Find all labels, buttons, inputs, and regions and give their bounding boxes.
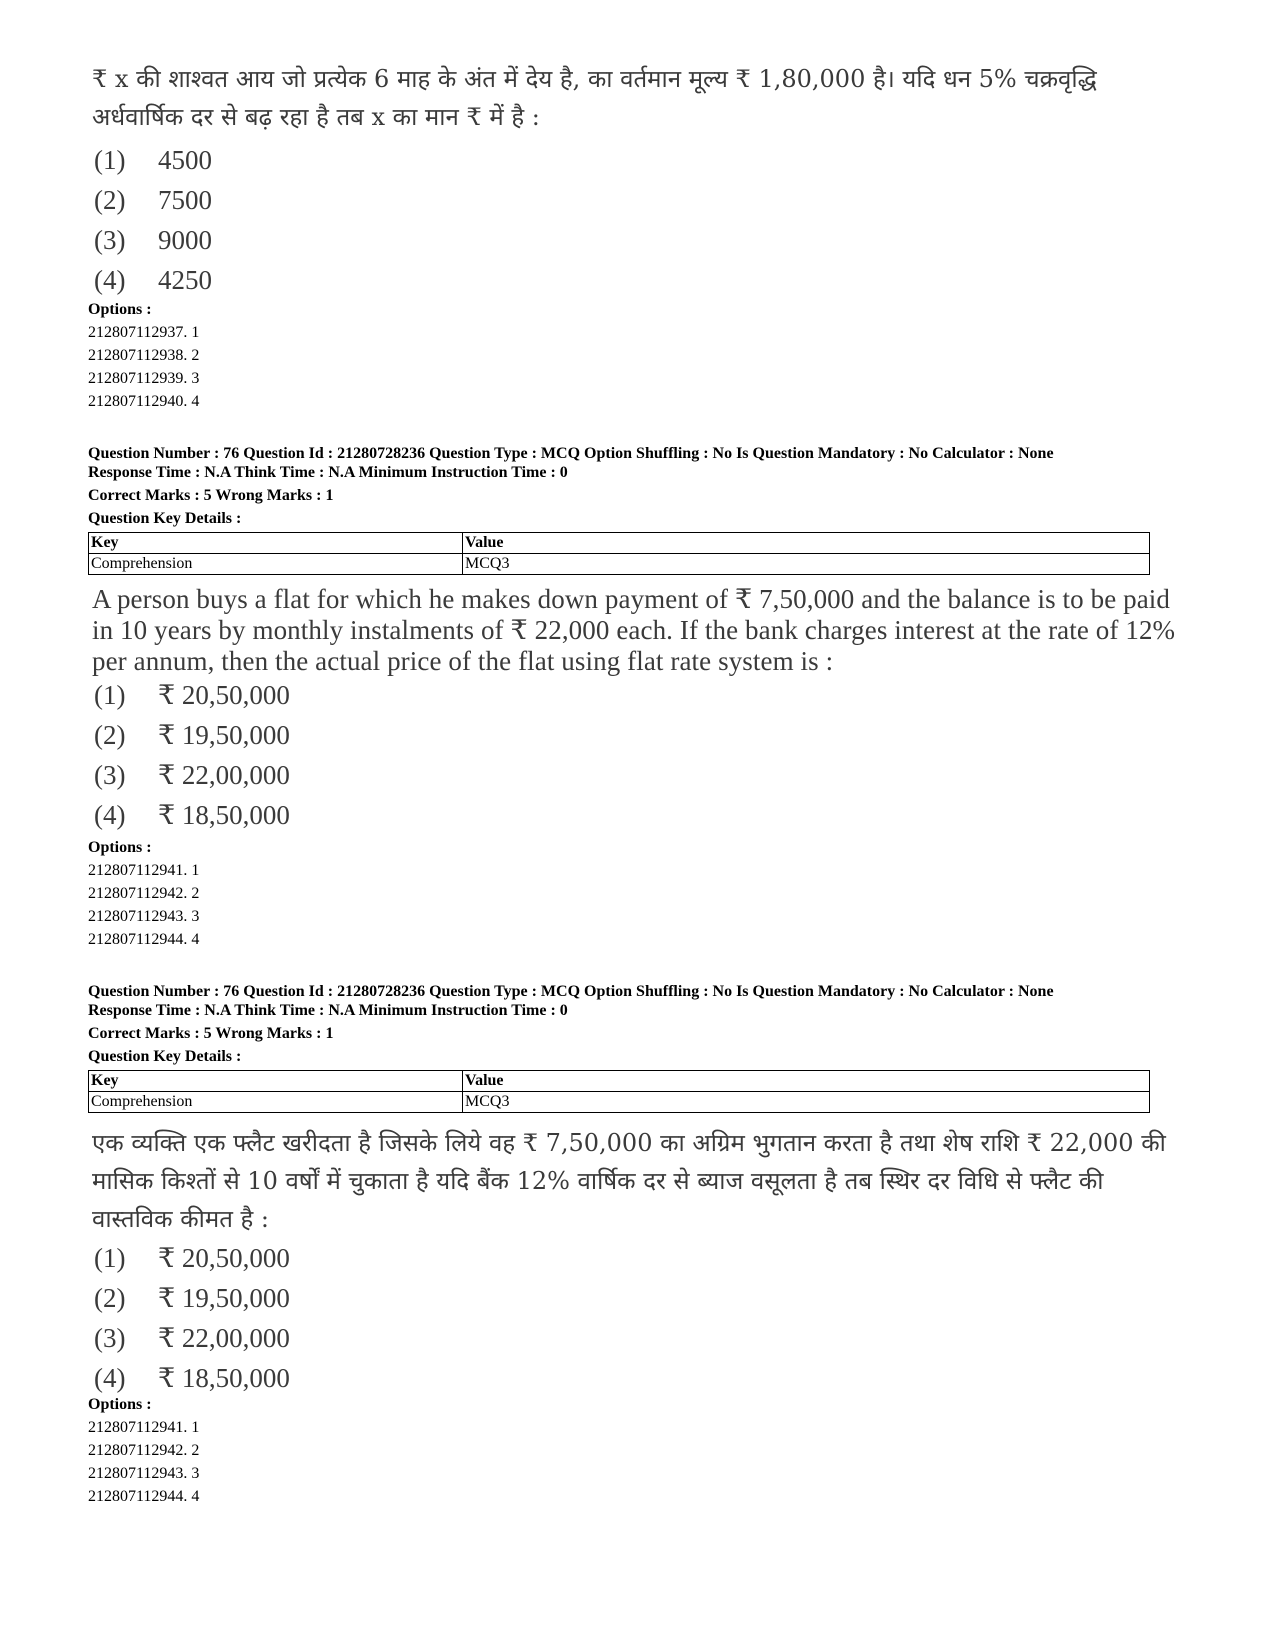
question-meta-line: Response Time : N.A Think Time : N.A Minimum Instruction Time : 0	[88, 1002, 568, 1019]
question-76-en-option-ids	[88, 836, 199, 951]
option-number: (4)	[94, 1362, 126, 1393]
option-item	[94, 715, 290, 755]
option-item	[94, 1358, 290, 1398]
table-header-row	[89, 533, 1150, 554]
option-item	[94, 180, 212, 220]
option-id: 212807112942. 2	[88, 885, 200, 902]
table-cell: Comprehension	[89, 1092, 463, 1113]
option-value: ₹ 22,00,000	[158, 1322, 290, 1353]
question-marks: Correct Marks : 5 Wrong Marks : 1	[88, 487, 334, 504]
options-label: Options :	[88, 1396, 152, 1413]
question-key-details-label: Question Key Details :	[88, 1048, 242, 1065]
question-76-en-options	[94, 675, 290, 835]
table-header-cell: Key	[89, 1071, 463, 1092]
option-value: ₹ 20,50,000	[158, 679, 290, 710]
question-76-en-header	[88, 444, 1208, 528]
table-header-cell: Key	[89, 533, 463, 554]
option-number: (2)	[94, 719, 126, 750]
table-cell: Comprehension	[89, 554, 463, 575]
question-meta-line: Response Time : N.A Think Time : N.A Minimum Instruction Time : 0	[88, 464, 568, 481]
option-number: (4)	[94, 799, 126, 830]
question-text-line: मासिक किश्तों से 10 वर्षों में चुकाता है यदि बैंक 12% वार्षिक दर से ब्याज वसूलता है तब स्थिर दर विधि से फ्लैट की	[92, 1167, 1104, 1195]
option-value: ₹ 20,50,000	[158, 1242, 290, 1273]
question-text-line: per annum, then the actual price of the flat using flat rate system is :	[92, 646, 834, 676]
option-item	[94, 795, 290, 835]
option-id-list	[88, 321, 199, 413]
question-marks: Correct Marks : 5 Wrong Marks : 1	[88, 1025, 334, 1042]
option-number: (1)	[94, 1242, 126, 1273]
option-id: 212807112937. 1	[88, 324, 200, 341]
question-text-line: वास्तविक कीमत है :	[92, 1205, 269, 1233]
option-id: 212807112941. 1	[88, 862, 200, 879]
question-meta-line: Question Number : 76 Question Id : 21280728236 Question Type : MCQ Option Shuffling : No Is Question Mandatory : No Calculator : None	[88, 445, 1054, 462]
option-item	[94, 1278, 290, 1318]
option-item	[94, 260, 212, 300]
option-number: (4)	[94, 264, 126, 295]
option-number: (1)	[94, 144, 126, 175]
option-value: 7500	[158, 184, 212, 215]
question-meta-line: Question Number : 76 Question Id : 21280728236 Question Type : MCQ Option Shuffling : No Is Question Mandatory : No Calculator : None	[88, 983, 1054, 1000]
question-75-text-hindi	[92, 64, 1202, 132]
option-id: 212807112943. 3	[88, 908, 200, 925]
question-key-details-label: Question Key Details :	[88, 510, 242, 527]
question-75-option-ids	[88, 298, 199, 413]
option-id: 212807112938. 2	[88, 347, 200, 364]
table-cell: MCQ3	[463, 554, 1150, 575]
options-label: Options :	[88, 839, 152, 856]
question-76-text-english	[92, 584, 1202, 677]
option-id: 212807112944. 4	[88, 1488, 200, 1505]
option-value: ₹ 18,50,000	[158, 799, 290, 830]
option-item	[94, 755, 290, 795]
table-header-cell: Value	[463, 533, 1150, 554]
option-value: ₹ 18,50,000	[158, 1362, 290, 1393]
option-item	[94, 140, 212, 180]
option-number: (1)	[94, 679, 126, 710]
option-id-list	[88, 859, 199, 951]
option-id: 212807112941. 1	[88, 1419, 200, 1436]
question-text-line: in 10 years by monthly instalments of ₹ 22,000 each. If the bank charges interest at the rate of 12%	[92, 615, 1176, 645]
option-item	[94, 1318, 290, 1358]
option-value: ₹ 22,00,000	[158, 759, 290, 790]
question-text-line: A person buys a flat for which he makes down payment of ₹ 7,50,000 and the balance is to be paid	[92, 584, 1171, 614]
option-number: (3)	[94, 759, 126, 790]
option-id: 212807112939. 3	[88, 370, 200, 387]
question-76-hi-options	[94, 1238, 290, 1398]
option-value: 9000	[158, 224, 212, 255]
question-76-hi-key-table	[88, 1070, 1150, 1113]
option-item	[94, 220, 212, 260]
question-text-line: अर्धवार्षिक दर से बढ़ रहा है तब x का मान ₹ में है :	[92, 103, 540, 131]
question-text-line: एक व्यक्ति एक फ्लैट खरीदता है जिसके लिये वह ₹ 7,50,000 का अग्रिम भुगतान करता है तथा शेष राशि ₹ 22,000 की	[92, 1129, 1166, 1157]
option-number: (3)	[94, 1322, 126, 1353]
option-number: (2)	[94, 1282, 126, 1313]
option-id: 212807112943. 3	[88, 1465, 200, 1482]
option-id: 212807112942. 2	[88, 1442, 200, 1459]
option-value: ₹ 19,50,000	[158, 1282, 290, 1313]
question-text-line: ₹ x की शाश्वत आय जो प्रत्येक 6 माह के अंत में देय है, का वर्तमान मूल्य ₹ 1,80,000 है। यदि धन 5% चक्रवृद्धि	[92, 65, 1097, 93]
option-number: (3)	[94, 224, 126, 255]
option-id: 212807112944. 4	[88, 931, 200, 948]
question-76-text-hindi	[92, 1128, 1202, 1234]
option-number: (2)	[94, 184, 126, 215]
option-value: 4250	[158, 264, 212, 295]
table-row	[89, 1092, 1150, 1113]
table-cell: MCQ3	[463, 1092, 1150, 1113]
table-row	[89, 554, 1150, 575]
question-76-hi-option-ids	[88, 1393, 199, 1508]
option-id-list	[88, 1416, 199, 1508]
question-75-options	[94, 140, 212, 300]
option-item	[94, 1238, 290, 1278]
table-header-row	[89, 1071, 1150, 1092]
option-value: ₹ 19,50,000	[158, 719, 290, 750]
question-76-en-key-table	[88, 532, 1150, 575]
question-76-hi-header	[88, 982, 1208, 1066]
option-id: 212807112940. 4	[88, 393, 200, 410]
option-value: 4500	[158, 144, 212, 175]
table-header-cell: Value	[463, 1071, 1150, 1092]
options-label: Options :	[88, 301, 152, 318]
option-item	[94, 675, 290, 715]
